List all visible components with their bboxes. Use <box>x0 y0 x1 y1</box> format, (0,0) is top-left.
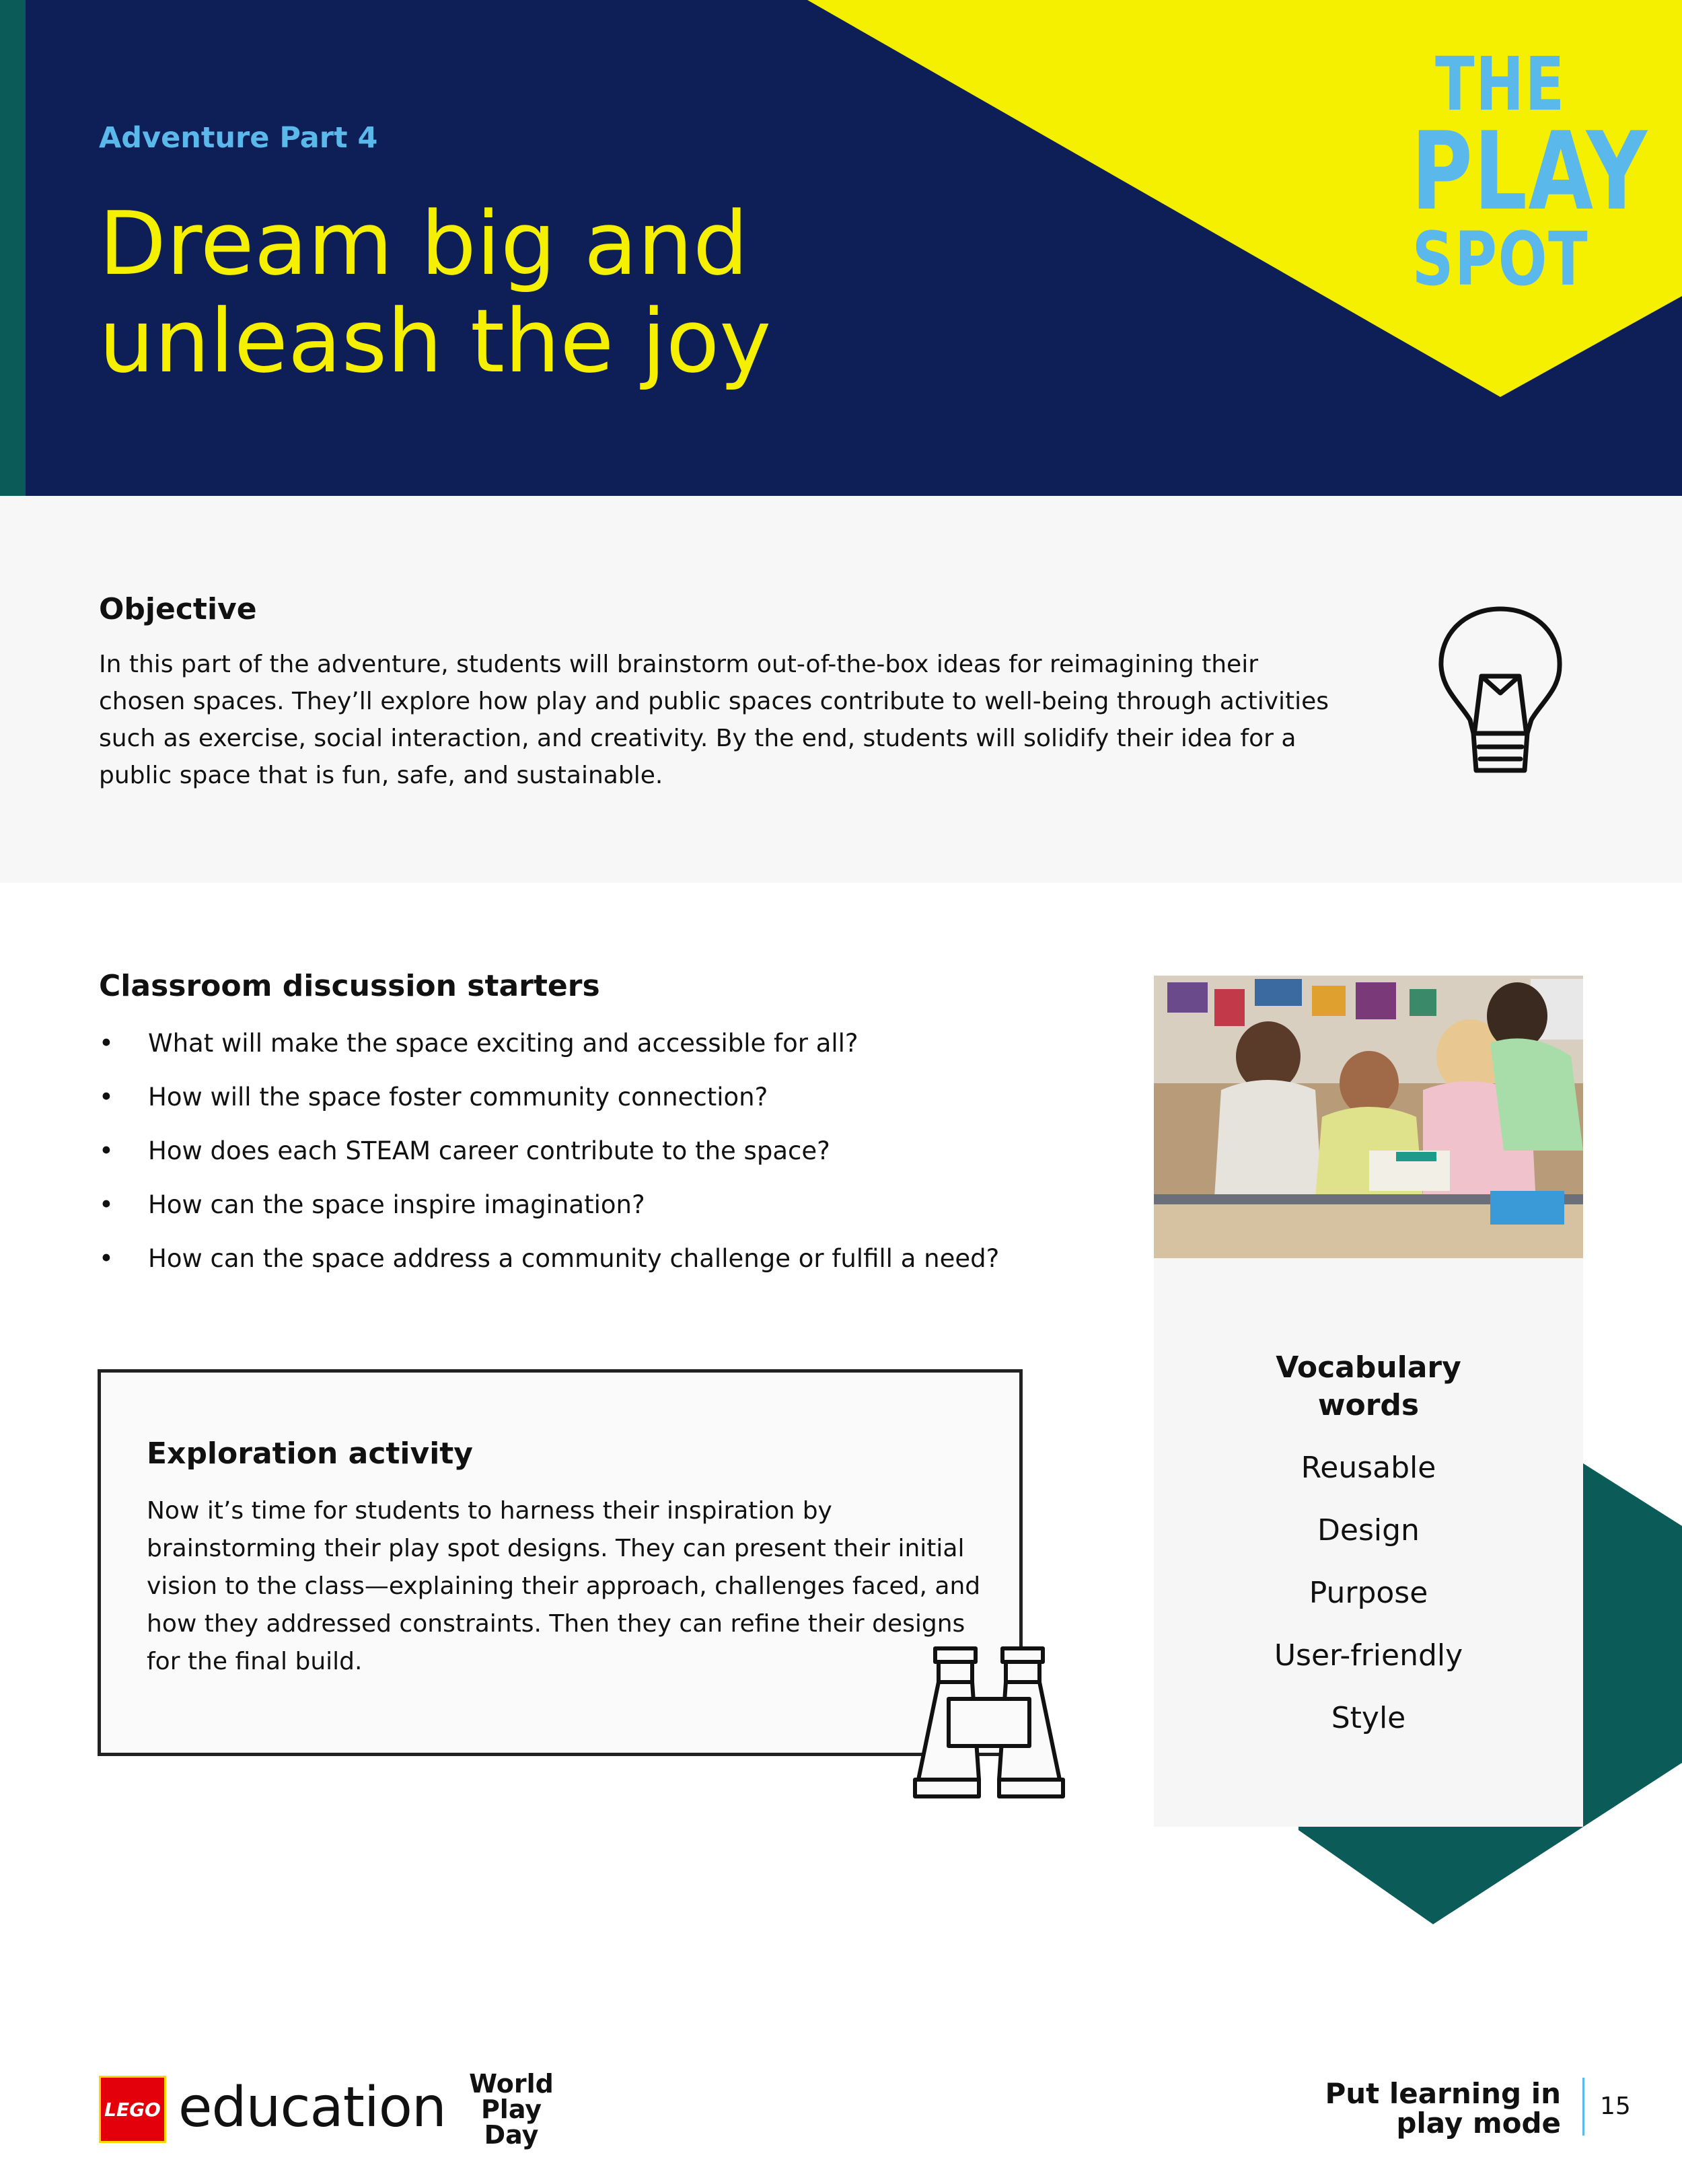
vocabulary-word: Purpose <box>1309 1576 1428 1610</box>
title-line-1: Dream big and <box>99 192 749 295</box>
wpd-line-2: Play <box>480 2095 542 2124</box>
bullet-icon: • <box>99 1029 114 1058</box>
play-spot-logo <box>1386 41 1648 303</box>
bullet-icon: • <box>99 1136 114 1165</box>
list-item <box>99 1021 1122 1075</box>
page-title <box>99 192 974 392</box>
lightbulb-icon <box>1433 602 1568 784</box>
discussion-item-text: How will the space foster community connection? <box>148 1083 768 1112</box>
footer-tagline-line-1: Put learning in <box>1325 2077 1561 2110</box>
vocabulary-heading-line-1: Vocabulary <box>1276 1350 1461 1385</box>
list-item <box>99 1129 1122 1183</box>
discussion-heading: Classroom discussion starters <box>99 969 600 1003</box>
discussion-item-text: How can the space inspire imagination? <box>148 1190 645 1219</box>
wpd-line-3: Day <box>484 2120 539 2150</box>
list-item <box>99 1183 1122 1237</box>
world-play-day-logo <box>464 2071 558 2148</box>
page-number: 15 <box>1600 2092 1631 2120</box>
bullet-icon: • <box>99 1244 114 1273</box>
title-line-2: unleash the joy <box>99 290 772 392</box>
list-item <box>99 1075 1122 1129</box>
vocabulary-word: Style <box>1331 1701 1406 1735</box>
logo-line-3: SPOT <box>1412 216 1589 302</box>
logo-line-2: PLAY <box>1411 108 1648 234</box>
vocabulary-list <box>1154 1440 1583 1753</box>
wpd-line-1: World <box>469 2069 554 2099</box>
footer-divider <box>1582 2078 1584 2136</box>
vocabulary-word: User-friendly <box>1274 1638 1463 1673</box>
bullet-icon: • <box>99 1083 114 1112</box>
adventure-label: Adventure Part 4 <box>99 121 378 155</box>
binoculars-icon <box>912 1642 1066 1803</box>
footer-tagline <box>1278 2079 1561 2138</box>
education-logo: education <box>178 2076 446 2140</box>
objective-text: In this part of the adventure, students will brainstorm out-of-the-box ideas for reimagining their chosen spaces. They’ll explore how play and public spaces contribute to well-being through activities such as exercise, social interaction, and creativity. By the end, students will solidify their idea for a public space that is fun, safe, and sustainable. <box>99 651 1329 789</box>
objective-heading: Objective <box>99 592 257 626</box>
exploration-heading: Exploration activity <box>147 1436 473 1471</box>
vocabulary-word: Reusable <box>1301 1451 1436 1485</box>
classroom-photo <box>1154 976 1583 1258</box>
vocabulary-word: Design <box>1317 1513 1420 1548</box>
bullet-icon: • <box>99 1190 114 1219</box>
discussion-item-text: How does each STEAM career contribute to the space? <box>148 1136 830 1165</box>
lego-logo: LEGO <box>99 2076 166 2143</box>
list-item <box>99 1237 1122 1290</box>
footer-tagline-line-2: play mode <box>1396 2107 1561 2140</box>
vocabulary-heading <box>1154 1349 1583 1424</box>
discussion-list <box>99 1021 1122 1290</box>
logo-line-1: THE <box>1435 41 1566 127</box>
discussion-item-text: How can the space address a community challenge or fulfill a need? <box>148 1244 1000 1273</box>
exploration-text: Now it’s time for students to harness their inspiration by brainstorming their play spot designs. They can present their initial vision to the class—explaining their approach, challenges faced, and how they addressed constraints. Then they can refine their designs for the final build. <box>147 1497 981 1675</box>
header-left-stripe <box>0 0 26 496</box>
vocabulary-heading-line-2: words <box>1317 1388 1420 1422</box>
discussion-item-text: What will make the space exciting and accessible for all? <box>148 1029 858 1058</box>
